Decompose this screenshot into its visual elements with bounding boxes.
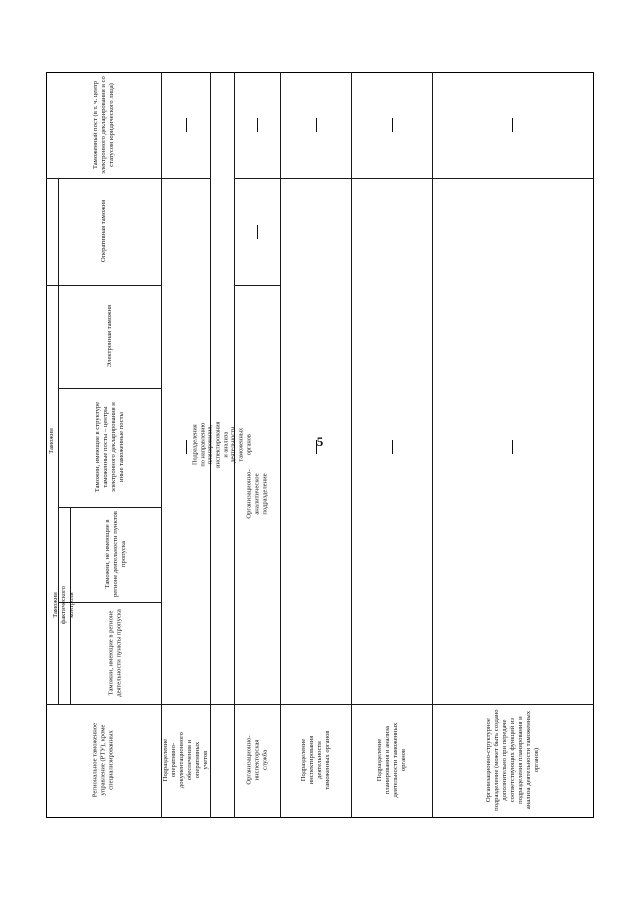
row3-label-text: Подразделение инспектирования деятельности таможенных органов: [299, 730, 332, 791]
row2-label: [235, 704, 280, 817]
row1-label: [162, 704, 210, 817]
col-post-border-r3plus: [280, 178, 593, 179]
section-row-text: Подразделения по направлению планирования, инспектирования и анализа деятельности таможенных органов: [191, 421, 253, 469]
header-fc-with-points: [70, 602, 161, 704]
dash-row1-customs: [186, 440, 187, 454]
row2-span: [235, 285, 280, 704]
header-electronic-text: Электронная таможня: [105, 305, 113, 368]
header-fact-control-text: Таможни фактического контроля: [51, 586, 76, 625]
table-border-right: [593, 72, 594, 818]
dash-row3-customs: [316, 440, 317, 454]
dash-row4-customs: [392, 440, 393, 454]
dash-row2-operational: [257, 225, 258, 239]
header-fact-control-group: [51, 507, 76, 704]
header-customs-edc-text: Таможни, имеющие в структуре таможенные посты – центры электронного декларирования и иные таможенные посты: [93, 402, 125, 493]
dash-row4-post: [392, 118, 393, 132]
col-post-border-r2: [234, 178, 281, 179]
row3-label: [281, 704, 351, 817]
header-electronic: [58, 285, 161, 388]
header-rtu: [46, 704, 161, 817]
row1-label-text: Подразделение оперативно-документационного обеспечения и оперативных учетов: [161, 732, 210, 789]
rotated-table: [46, 72, 594, 818]
row5-label: [433, 704, 593, 817]
header-customs-edc: [58, 388, 161, 507]
page-number: 5: [316, 434, 324, 449]
row5-label-text: Организационно-структурное подразделение (может быть создано дополнительно при передаче соответствующих функций из подразделения планирования и анализа деятельности таможенных органов): [484, 709, 541, 812]
section-row: [191, 72, 253, 818]
dash-row1-post: [186, 118, 187, 132]
table-border-bottom: [46, 817, 594, 818]
header-customs-group-text: Таможни: [47, 428, 55, 454]
dash-row5-customs: [512, 440, 513, 454]
header-operational-text: Оперативная таможня: [99, 200, 107, 263]
row4-label-text: Подразделение планирования и анализа деятельности таможенных органов: [375, 723, 408, 798]
row2-span-text: Организационно-аналитическое подразделение: [245, 469, 269, 520]
header-rtu-text: Региональное таможенное управление (РТУ), кроме специализированных: [91, 723, 115, 798]
dash-row3-post: [316, 118, 317, 132]
header-fc-without-points-text: Таможни, не имеющие в регионе деятельности пунктов пропуска: [103, 511, 127, 598]
row4-label: [352, 704, 432, 817]
header-fc-with-points-text: Таможни, имеющие в регионе деятельности пункты пропуска: [107, 609, 123, 697]
header-operational: [46, 178, 161, 285]
dash-row5-post: [512, 118, 513, 132]
header-post-text: Таможенный пост (в т. ч. центр электронного декларирования и со статусом юридического лица): [91, 76, 115, 174]
header-post: [46, 72, 161, 178]
dash-row2-post: [257, 118, 258, 132]
row2-label-text: Организационно-инспекторская служба: [245, 735, 269, 786]
header-fc-without-points: [70, 507, 161, 602]
